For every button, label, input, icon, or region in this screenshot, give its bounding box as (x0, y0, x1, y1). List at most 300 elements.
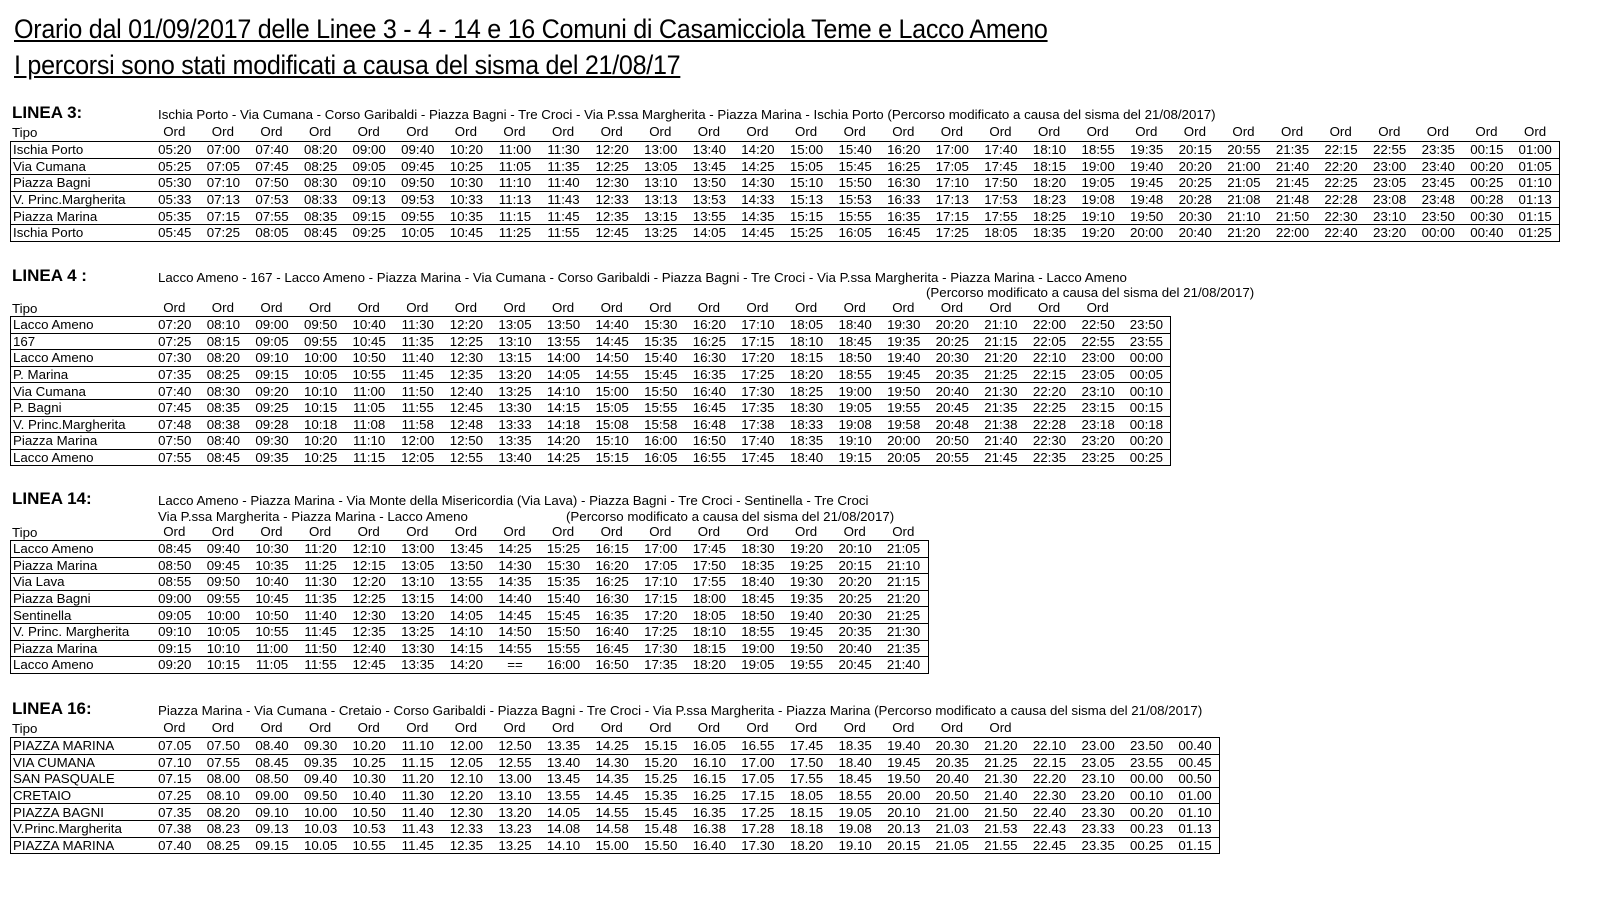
departure-time: 18:10 (1032, 142, 1067, 158)
departure-time: 14:20 (449, 657, 483, 673)
stop-name: P. Marina (13, 367, 69, 383)
departure-time: 21.55 (984, 837, 1018, 853)
departure-time: 19:08 (1081, 192, 1115, 208)
departure-time: 21:45 (984, 450, 1018, 466)
departure-time: 08:45 (158, 541, 192, 557)
departure-time: 15:58 (644, 416, 678, 432)
departure-time: 07:35 (158, 367, 192, 383)
departure-time: 15:50 (546, 624, 581, 640)
ord-header: Ord (746, 524, 769, 539)
departure-time: 00:15 (1129, 400, 1164, 416)
ord-header: Ord (746, 124, 769, 139)
departure-time: 23:20 (1081, 433, 1115, 449)
departure-time: 21:40 (984, 433, 1018, 449)
departure-time: 07:55 (255, 208, 289, 224)
departure-time: 13:25 (644, 225, 678, 241)
departure-time: 10:45 (255, 591, 289, 607)
departure-time: 00.00 (1130, 771, 1164, 787)
departure-time: 14.45 (595, 788, 629, 804)
stop-name: VIA CUMANA (13, 754, 96, 770)
departure-time: 10:20 (449, 142, 483, 158)
departure-time: 14.35 (595, 771, 629, 787)
departure-time: 13:50 (692, 175, 726, 191)
departure-time: 23.10 (1081, 771, 1115, 787)
departure-time: 14:35 (741, 208, 775, 224)
departure-time: 10:15 (303, 400, 338, 416)
departure-time: 17:55 (984, 208, 1018, 224)
departure-time: 16:45 (595, 640, 629, 656)
departure-time: 20:40 (1178, 225, 1212, 241)
departure-time: 22:20 (1324, 158, 1358, 174)
departure-time: 20.50 (935, 788, 969, 804)
departure-time: 18:30 (741, 541, 775, 557)
departure-time: 22.45 (1032, 837, 1067, 853)
departure-time: 16:30 (887, 175, 921, 191)
departure-time: 20:25 (838, 591, 872, 607)
departure-time: 08:20 (206, 350, 241, 366)
departure-time: 08:33 (303, 192, 338, 208)
departure-time: 08:10 (206, 317, 241, 333)
departure-time: 10:05 (206, 624, 241, 640)
departure-time: 05:35 (158, 208, 192, 224)
departure-time: 09:05 (158, 607, 192, 623)
departure-time: 01.15 (1178, 837, 1212, 853)
departure-time: 11:00 (498, 142, 532, 158)
departure-time: 09:55 (303, 333, 338, 349)
departure-time: 13:10 (401, 574, 435, 590)
departure-time: 23:08 (1373, 192, 1407, 208)
departure-time: 15:30 (644, 317, 678, 333)
departure-time: 23:50 (1421, 208, 1455, 224)
departure-time: 07:50 (255, 175, 289, 191)
departure-time: 09:20 (255, 383, 289, 399)
departure-time: 18.40 (838, 754, 872, 770)
departure-time: 17:25 (644, 624, 678, 640)
departure-time: 20:25 (935, 333, 969, 349)
ord-header: Ord (163, 720, 186, 735)
departure-time: 18:35 (789, 433, 824, 449)
departure-time: 11.15 (401, 754, 434, 770)
departure-time: 18:50 (741, 607, 775, 623)
departure-time: 13:55 (692, 208, 726, 224)
ord-header: Ord (260, 300, 283, 315)
departure-time: 22:55 (1081, 333, 1115, 349)
departure-time: 13:15 (644, 208, 678, 224)
departure-time: 11:50 (304, 640, 337, 656)
departure-time: 23:20 (1373, 225, 1407, 241)
table-row (11, 142, 1560, 159)
departure-time: 18:15 (692, 640, 726, 656)
ord-header: Ord (260, 720, 283, 735)
departure-time: 23:18 (1081, 416, 1115, 432)
departure-time: 17.15 (741, 788, 775, 804)
table-row (11, 557, 929, 574)
departure-time: 14:20 (546, 433, 581, 449)
line-4-route: Lacco Ameno - 167 - Lacco Ameno - Piazza Marina - Via Cumana - Corso Garibaldi - Piazza Bagni - Tre Croci - Via P.ssa Margherita - Piazza Marina - Lacco Ameno (158, 270, 1127, 285)
departure-time: 09.30 (303, 738, 338, 754)
departure-time: 17.05 (741, 771, 775, 787)
departure-time: 12.33 (449, 821, 483, 837)
line-4-tipo-label: Tipo (12, 301, 38, 316)
departure-time: 08.40 (255, 738, 289, 754)
departure-time: 17:20 (644, 607, 678, 623)
stop-name: Piazza Marina (13, 640, 98, 656)
departure-time: 16:30 (595, 591, 629, 607)
stop-name: P. Bagni (13, 400, 62, 416)
departure-time: 05:25 (158, 158, 192, 174)
departure-time: 08:45 (206, 450, 241, 466)
departure-time: 23:45 (1421, 175, 1455, 191)
departure-time: 23.55 (1130, 754, 1164, 770)
departure-time: 09:45 (206, 557, 241, 573)
table-row (11, 449, 1171, 466)
departure-time: 09:20 (158, 657, 192, 673)
departure-time: 14:45 (498, 607, 532, 623)
departure-time: 12.10 (449, 771, 483, 787)
departure-time: 18.45 (838, 771, 872, 787)
departure-time: 15.15 (644, 738, 678, 754)
departure-time: 10:18 (303, 416, 338, 432)
ord-header: Ord (309, 300, 332, 315)
table-row (11, 433, 1171, 450)
departure-time: 14:00 (546, 350, 581, 366)
departure-time: 10:25 (303, 450, 338, 466)
stop-name: Piazza Marina (13, 557, 98, 573)
departure-time: 23:00 (1081, 350, 1115, 366)
table-row (11, 350, 1171, 367)
table-row (11, 191, 1560, 208)
departure-time: 14:20 (741, 142, 775, 158)
departure-time: 13:30 (498, 400, 532, 416)
departure-time: 18.35 (838, 738, 872, 754)
ord-header: Ord (600, 124, 623, 139)
departure-time: 19:58 (887, 416, 921, 432)
departure-time: 13:00 (401, 541, 435, 557)
departure-time: 07:40 (158, 383, 192, 399)
departure-time: 16:40 (595, 624, 629, 640)
ord-header: Ord (406, 524, 429, 539)
departure-time: 16.05 (692, 738, 726, 754)
departure-time: 21.03 (935, 821, 969, 837)
departure-time: 09:10 (352, 175, 386, 191)
departure-time: 07.55 (206, 754, 241, 770)
ord-header: Ord (649, 524, 672, 539)
departure-time: 00:25 (1470, 175, 1504, 191)
departure-time: 21.20 (984, 738, 1018, 754)
departure-time: 07:25 (158, 333, 192, 349)
departure-time: 16:35 (692, 367, 726, 383)
departure-time: 08:25 (303, 158, 338, 174)
departure-time: 10.00 (303, 804, 338, 820)
departure-time: 12.20 (449, 788, 483, 804)
departure-time: 18:45 (741, 591, 775, 607)
departure-time: 13:50 (546, 317, 581, 333)
departure-time: 11:00 (353, 383, 386, 399)
departure-time: 10:40 (352, 317, 386, 333)
departure-time: 00:18 (1129, 416, 1164, 432)
line-16-name: LINEA 16: (12, 699, 92, 718)
departure-time: 08:45 (303, 225, 338, 241)
departure-time: 20:40 (838, 640, 872, 656)
departure-time: 21:35 (886, 640, 921, 656)
ord-header: Ord (600, 300, 623, 315)
departure-time: 10:35 (449, 208, 483, 224)
departure-time: 21:30 (886, 624, 921, 640)
ord-header: Ord (892, 300, 915, 315)
departure-time: 15.20 (644, 754, 678, 770)
departure-time: 17:35 (644, 657, 678, 673)
departure-time: 23:05 (1081, 367, 1115, 383)
departure-time: 15:45 (644, 367, 678, 383)
departure-time: 17:00 (935, 142, 969, 158)
departure-time: 22:40 (1324, 225, 1358, 241)
departure-time: 20.40 (935, 771, 969, 787)
departure-time: 20:55 (935, 450, 969, 466)
departure-time: 00:15 (1470, 142, 1504, 158)
ord-header: Ord (552, 300, 575, 315)
departure-time: 12:10 (352, 541, 386, 557)
ord-header: Ord (163, 300, 186, 315)
departure-time: 15:00 (595, 383, 629, 399)
departure-time: 20.15 (887, 837, 921, 853)
ord-header: Ord (1329, 124, 1352, 139)
departure-time: 11:15 (498, 208, 532, 224)
departure-time: 11:30 (401, 317, 434, 333)
stop-name: V. Princ. Margherita (13, 624, 130, 640)
ord-header: Ord (211, 300, 234, 315)
departure-time: 00:30 (1470, 208, 1504, 224)
stop-name: Sentinella (13, 607, 72, 623)
departure-time: 15.48 (644, 821, 678, 837)
departure-time: 13:45 (692, 158, 726, 174)
departure-time: 20.30 (935, 738, 969, 754)
departure-time: 19:30 (887, 317, 921, 333)
departure-time: 01:13 (1518, 192, 1552, 208)
departure-time: 22:28 (1324, 192, 1358, 208)
departure-time: 08:50 (158, 557, 192, 573)
departure-time: 23:25 (1081, 450, 1115, 466)
departure-time: 20:30 (935, 350, 969, 366)
ord-header: Ord (357, 524, 380, 539)
ord-header: Ord (163, 524, 186, 539)
departure-time: 10:35 (255, 557, 289, 573)
departure-time: 00.45 (1178, 754, 1212, 770)
ord-header: Ord (600, 524, 623, 539)
departure-time: 19:00 (838, 383, 872, 399)
ord-header: Ord (309, 524, 332, 539)
departure-time: 09:53 (401, 192, 435, 208)
table-row (11, 837, 1220, 854)
departure-time: 21:10 (1227, 208, 1261, 224)
ord-header: Ord (357, 124, 380, 139)
departure-time: 14:50 (595, 350, 629, 366)
departure-time: 19:48 (1130, 192, 1164, 208)
departure-time: 11:43 (547, 192, 580, 208)
departure-time: 07:53 (255, 192, 289, 208)
departure-time: 07:25 (206, 225, 241, 241)
departure-time: 08.25 (206, 837, 241, 853)
ord-header: Ord (309, 124, 332, 139)
departure-time: 01:10 (1518, 175, 1552, 191)
departure-time: 11.20 (401, 771, 434, 787)
ord-header: Ord (552, 524, 575, 539)
departure-time: 19:45 (1130, 175, 1164, 191)
departure-time: 17:05 (644, 557, 678, 573)
departure-time: 07:45 (255, 158, 289, 174)
departure-time: 16:48 (692, 416, 726, 432)
ord-header: Ord (503, 124, 526, 139)
departure-time: 12.05 (449, 754, 483, 770)
departure-time: 12:30 (352, 607, 386, 623)
departure-time: 09.15 (255, 837, 289, 853)
departure-time: 05:30 (158, 175, 192, 191)
departure-time: 19:05 (741, 657, 775, 673)
departure-time: 16:45 (887, 225, 921, 241)
departure-time: 15:15 (789, 208, 824, 224)
departure-time: 16:05 (838, 225, 872, 241)
departure-time: 11:05 (353, 400, 386, 416)
table-row (11, 175, 1560, 192)
departure-time: 16:35 (887, 208, 921, 224)
departure-time: 09.13 (255, 821, 289, 837)
line-4-name: LINEA 4 : (12, 266, 87, 285)
departure-time: 00.23 (1130, 821, 1164, 837)
departure-time: 11:25 (498, 225, 532, 241)
departure-time: 14:40 (595, 317, 629, 333)
line-3-name: LINEA 3: (12, 103, 83, 122)
line-4-note: (Percorso modificato a causa del sisma del 21/08/2017) (926, 285, 1255, 300)
departure-time: 23:40 (1421, 158, 1455, 174)
departure-time: 22:20 (1032, 383, 1067, 399)
departure-time: 14.30 (595, 754, 629, 770)
departure-time: 00:40 (1470, 225, 1504, 241)
departure-time: 15:55 (838, 208, 872, 224)
departure-time: 17:40 (984, 142, 1018, 158)
departure-time: 10:10 (206, 640, 241, 656)
departure-time: 13:15 (401, 591, 435, 607)
departure-time: 11:08 (353, 416, 386, 432)
departure-time: 13.10 (498, 788, 532, 804)
departure-time: 01:25 (1518, 225, 1552, 241)
departure-time: 18.15 (789, 804, 824, 820)
departure-time: 17:10 (741, 317, 775, 333)
departure-time: 12:50 (449, 433, 483, 449)
departure-time: 19:10 (1081, 208, 1115, 224)
table-row (11, 416, 1171, 433)
departure-time: 10:15 (206, 657, 241, 673)
stop-name: Lacco Ameno (13, 317, 94, 333)
departure-time: 11:30 (304, 574, 337, 590)
ord-header: Ord (406, 300, 429, 315)
ord-header: Ord (940, 720, 963, 735)
departure-time: 11:55 (401, 400, 434, 416)
departure-time: 07.50 (206, 738, 241, 754)
page-title: Orario dal 01/09/2017 delle Linee 3 - 4 - 14 e 16 Comuni di Casamicciola Teme e Lacco Ameno (14, 14, 1048, 44)
departure-time: 15.45 (644, 804, 678, 820)
departure-time: 15:10 (595, 433, 629, 449)
departure-time: 19:00 (741, 640, 775, 656)
ord-header: Ord (1135, 124, 1158, 139)
departure-time: 12.55 (498, 754, 532, 770)
stop-name: Lacco Ameno (13, 541, 94, 557)
departure-time: 22:30 (1032, 433, 1067, 449)
ord-header: Ord (795, 720, 818, 735)
line-3-tipo-label: Tipo (12, 125, 38, 140)
departure-time: 12:25 (595, 158, 629, 174)
departure-time: 22:30 (1324, 208, 1358, 224)
departure-time: 17:53 (984, 192, 1018, 208)
departure-time: 18:45 (838, 333, 872, 349)
departure-time: 13:05 (401, 557, 435, 573)
departure-time: 17.50 (789, 754, 824, 770)
stop-name: SAN PASQUALE (13, 771, 115, 787)
ord-header: Ord (454, 720, 477, 735)
departure-time: 14:33 (741, 192, 775, 208)
departure-time: 11:45 (304, 624, 337, 640)
departure-time: 09:35 (255, 450, 289, 466)
departure-time: 14:25 (741, 158, 775, 174)
departure-time: 00.10 (1130, 788, 1164, 804)
departure-time: 19.45 (887, 754, 921, 770)
departure-time: 01:05 (1518, 158, 1552, 174)
departure-time: 12:05 (401, 450, 435, 466)
departure-time: 01:15 (1518, 208, 1552, 224)
ord-header: Ord (454, 300, 477, 315)
table-row (11, 224, 1560, 241)
departure-time: 20:45 (935, 400, 969, 416)
ord-header: Ord (260, 124, 283, 139)
departure-time: 09.00 (255, 788, 289, 804)
departure-time: 14:18 (546, 416, 581, 432)
departure-time: 11:55 (304, 657, 337, 673)
departure-time: 12.00 (449, 738, 483, 754)
departure-time: 18:35 (741, 557, 775, 573)
ord-header: Ord (406, 720, 429, 735)
departure-time: 16:35 (595, 607, 629, 623)
departure-time: 21:35 (984, 400, 1018, 416)
table-row (11, 366, 1171, 383)
departure-time: 09:55 (401, 208, 435, 224)
line-16-route: Piazza Marina - Via Cumana - Cretaio - Corso Garibaldi - Piazza Bagni - Tre Croci - Via P.ssa Margherita - Piazza Marina (Percorso modificato a causa del sisma del 21/08/2017) (158, 703, 1203, 718)
departure-time: 23.33 (1081, 821, 1115, 837)
ord-header: Ord (746, 720, 769, 735)
departure-time: 23:35 (1421, 142, 1455, 158)
departure-time: 14:30 (741, 175, 775, 191)
departure-time: 16:20 (887, 142, 921, 158)
line-3-route: Ischia Porto - Via Cumana - Corso Garibaldi - Piazza Bagni - Tre Croci - Via P.ssa Margherita - Piazza Marina - Ischia Porto (Percorso modificato a causa del sisma del 21/08/2017) (158, 107, 1216, 122)
departure-time: 00.50 (1178, 771, 1212, 787)
departure-time: 07:40 (255, 142, 289, 158)
departure-time: 13.20 (498, 804, 532, 820)
departure-time: 22:05 (1032, 333, 1067, 349)
departure-time: 19:35 (1130, 142, 1164, 158)
departure-time: 10:00 (303, 350, 338, 366)
departure-time: 11:35 (304, 591, 337, 607)
table-row (11, 590, 929, 607)
departure-time: 19:55 (887, 400, 921, 416)
departure-time: 16:20 (595, 557, 629, 573)
departure-time: 21.30 (984, 771, 1018, 787)
departure-time: 19:40 (887, 350, 921, 366)
departure-time: 19:08 (838, 416, 872, 432)
departure-time: 17:00 (644, 541, 678, 557)
departure-time: 10.25 (352, 754, 386, 770)
departure-time: 13:00 (644, 142, 678, 158)
departure-time: 08:40 (206, 433, 241, 449)
departure-time: 11:05 (498, 158, 532, 174)
ord-header: Ord (406, 124, 429, 139)
departure-time: 15:55 (546, 640, 581, 656)
